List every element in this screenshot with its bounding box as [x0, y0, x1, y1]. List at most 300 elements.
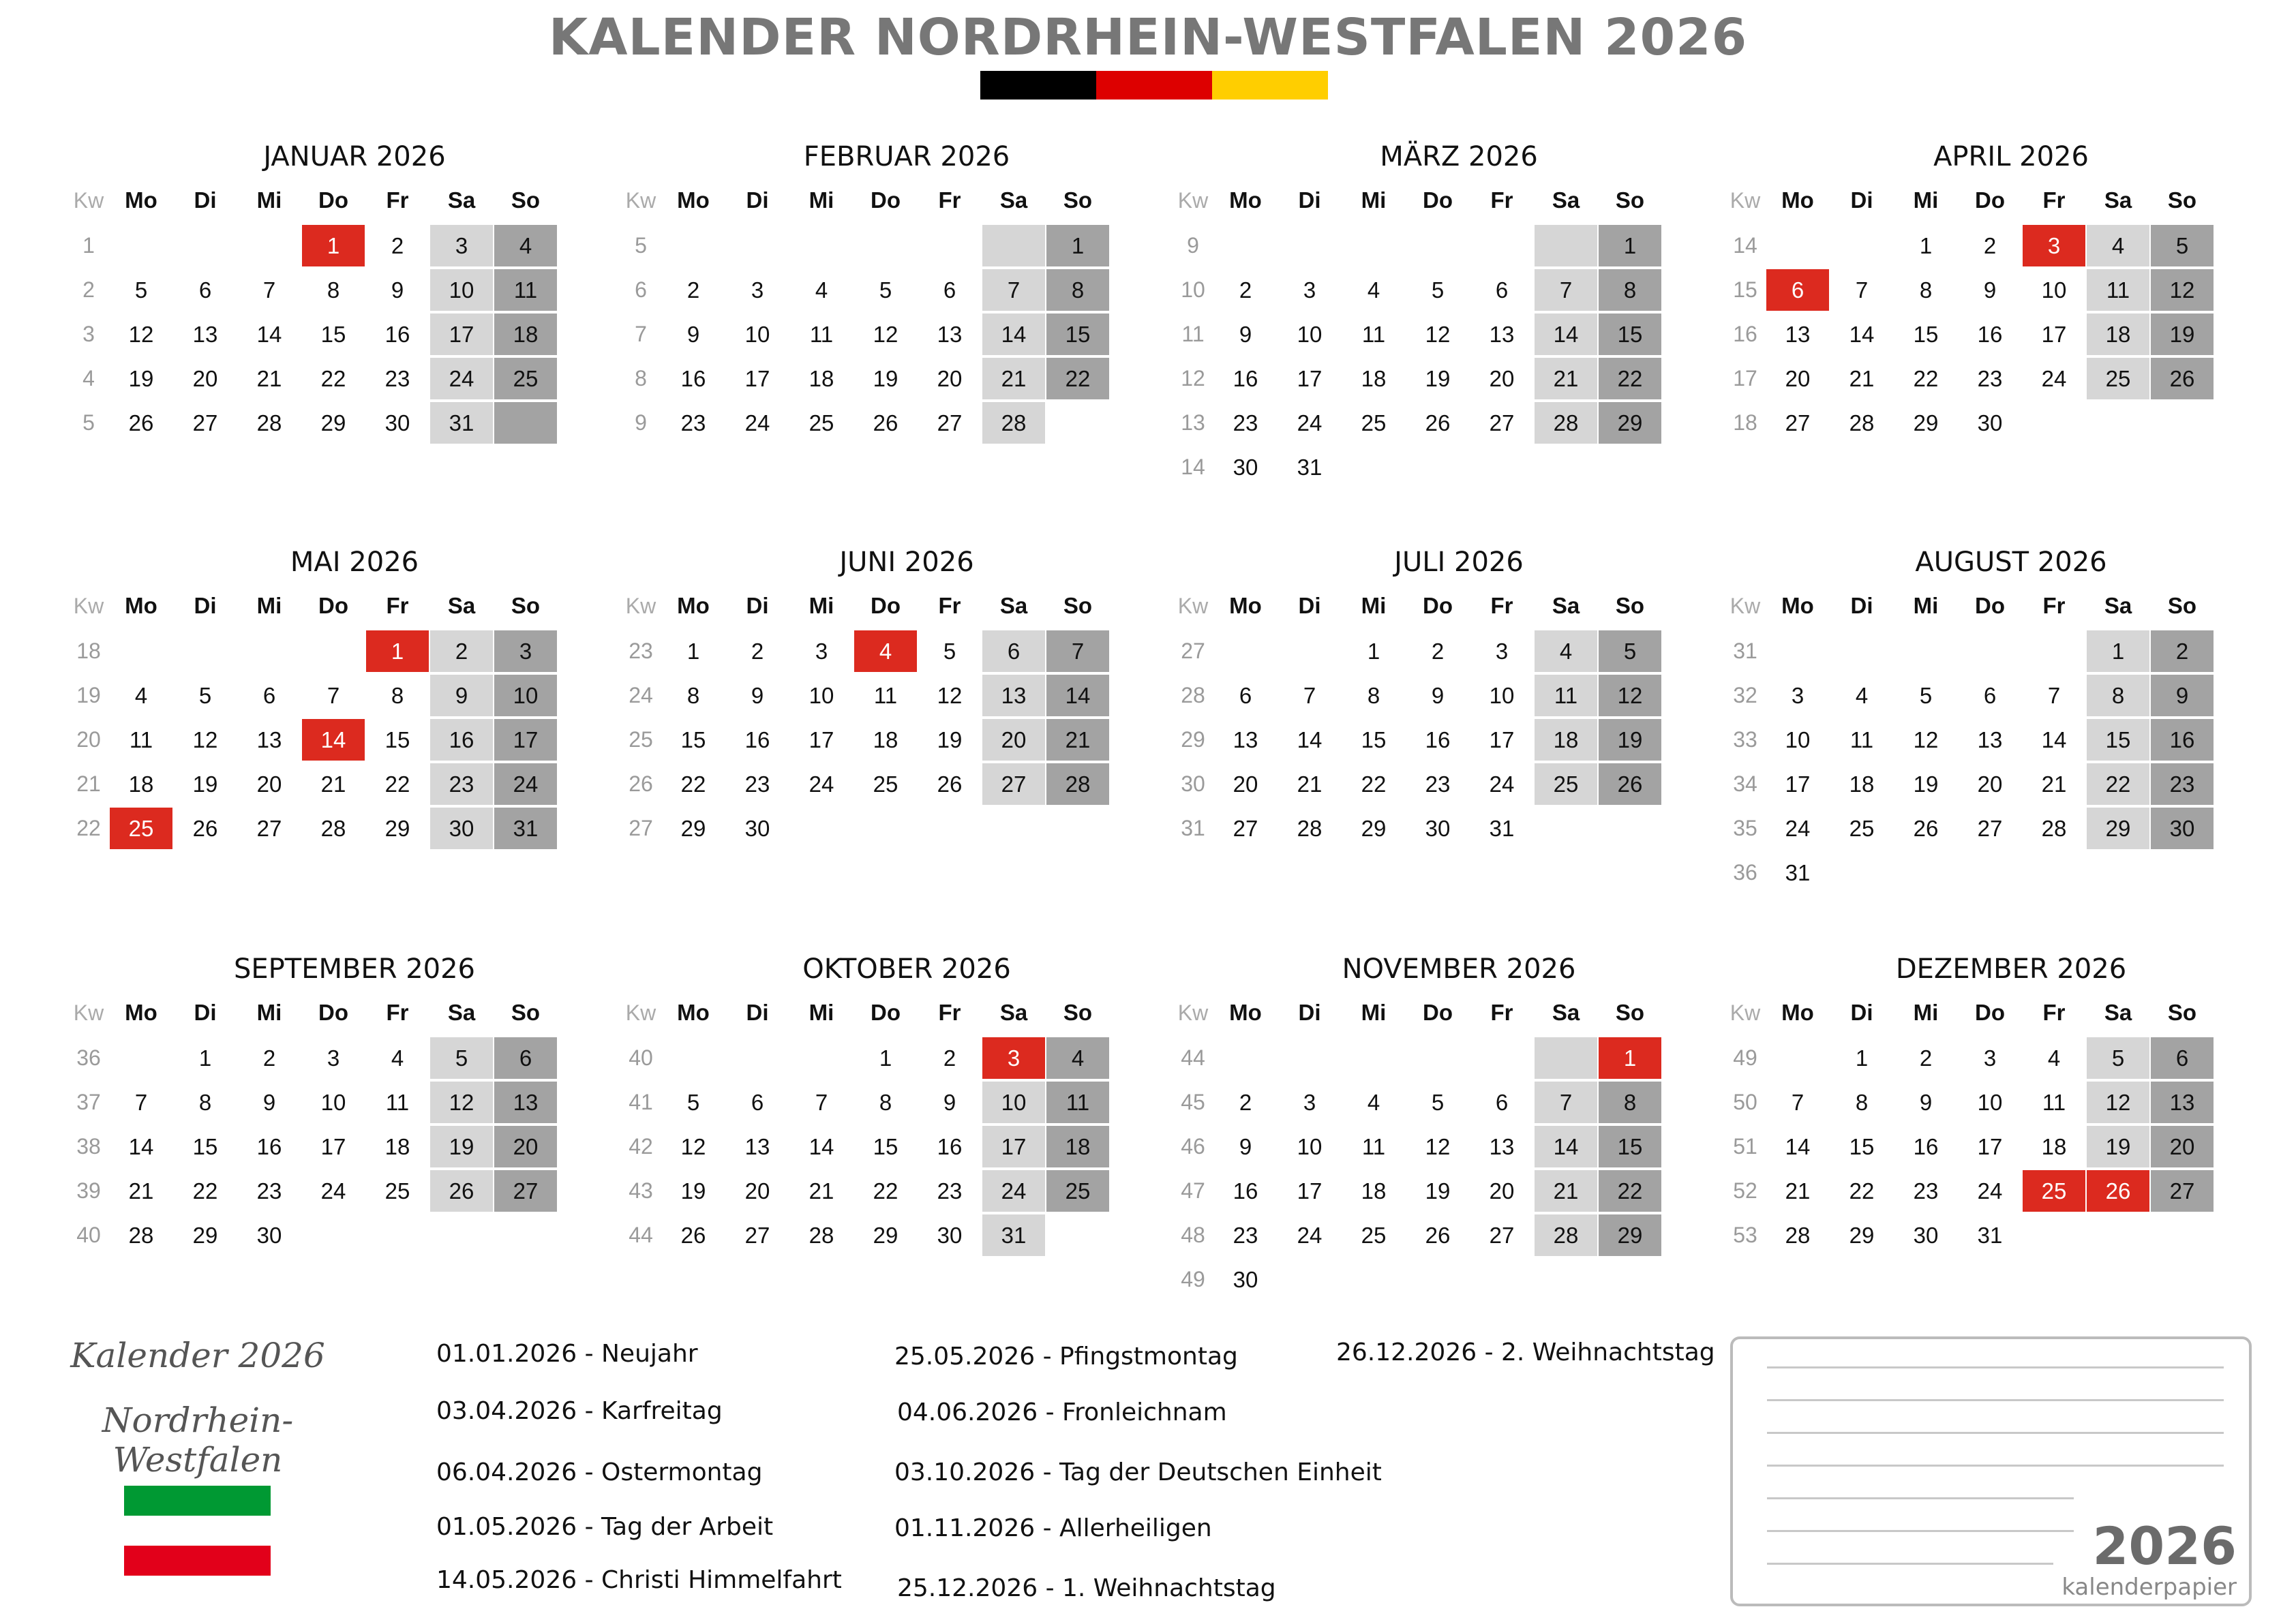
day-cell: 19 — [873, 366, 898, 391]
day-cell: 22 — [1849, 1178, 1875, 1204]
day-cell: 3 — [327, 1045, 340, 1071]
day-cell: 15 — [680, 727, 706, 752]
empty-day-cell — [790, 225, 853, 266]
weekday-header: Fr — [938, 1000, 961, 1025]
day-cell: 21 — [128, 1178, 154, 1204]
day-cell: 31 — [982, 1214, 1045, 1256]
month-grid — [68, 990, 600, 1257]
weekday-header: Mo — [1781, 187, 1814, 213]
empty-day-cell — [726, 1037, 789, 1079]
day-cell: 2 — [1239, 277, 1252, 303]
empty-day-cell — [1535, 808, 1597, 849]
day-cell: 28 — [1535, 1214, 1597, 1256]
day-cell: 11 — [129, 727, 153, 752]
week-number: 6 — [635, 277, 647, 302]
day-cell: 18 — [2087, 313, 2149, 355]
day-cell: 30 — [1233, 1267, 1258, 1292]
day-cell: 26 — [192, 816, 218, 841]
day-cell: 19 — [2151, 313, 2214, 355]
day-cell: 11 — [1361, 322, 1386, 347]
day-cell: 21 — [1535, 1170, 1597, 1212]
weekday-header: Sa — [447, 187, 476, 213]
weekday-header: Do — [1423, 1000, 1453, 1025]
week-number: 5 — [635, 233, 647, 258]
day-cell: 10 — [1785, 727, 1811, 752]
day-cell: 5 — [1431, 277, 1445, 303]
day-cell: 4 — [134, 683, 148, 708]
empty-day-cell — [1599, 808, 1661, 849]
day-cell: 4 — [1046, 1037, 1109, 1079]
day-cell: 14 — [1046, 675, 1109, 716]
empty-day-cell — [918, 808, 981, 849]
day-cell: 22 — [680, 771, 706, 797]
day-cell: 15 — [1046, 313, 1109, 355]
weekday-header: Mo — [1229, 593, 1262, 618]
day-cell: 9 — [1983, 277, 1997, 303]
day-cell: 16 — [1233, 366, 1258, 391]
day-cell: 17 — [1977, 1134, 2003, 1159]
day-cell: 27 — [1977, 816, 2003, 841]
day-cell: 28 — [1849, 410, 1875, 435]
week-number: 51 — [1733, 1134, 1757, 1159]
weekday-header: Fr — [386, 593, 409, 618]
note-line — [1767, 1563, 2053, 1565]
day-cell: 4 — [494, 225, 557, 266]
day-cell: 19 — [128, 366, 154, 391]
day-cell: 30 — [430, 808, 493, 849]
day-cell: 8 — [1599, 269, 1661, 311]
weekday-header: Fr — [386, 1000, 409, 1025]
week-number: 18 — [76, 639, 101, 663]
empty-day-cell — [174, 630, 237, 672]
day-cell: 26 — [680, 1223, 706, 1248]
day-cell: 16 — [680, 366, 706, 391]
day-cell: 20 — [494, 1126, 557, 1167]
day-cell: 26 — [1425, 410, 1451, 435]
day-cell: 8 — [686, 683, 700, 708]
day-cell: 24 — [320, 1178, 346, 1204]
day-cell: 10 — [1297, 1134, 1323, 1159]
day-cell: 27 — [256, 816, 282, 841]
day-cell: 20 — [937, 366, 963, 391]
note-line — [1767, 1366, 2224, 1368]
week-number: 31 — [1181, 816, 1205, 840]
day-cell: 13 — [982, 675, 1045, 716]
week-number: 31 — [1733, 639, 1757, 663]
day-cell: 26 — [2151, 358, 2214, 399]
holiday-list-item: 04.06.2026 - Fronleichnam — [897, 1398, 1227, 1426]
weekday-header: Di — [746, 1000, 769, 1025]
day-cell: 13 — [2151, 1082, 2214, 1123]
day-cell: 26 — [128, 410, 154, 435]
day-cell: 25 — [494, 358, 557, 399]
day-cell: 26 — [1913, 816, 1939, 841]
day-cell: 28 — [809, 1223, 834, 1248]
empty-day-cell — [2023, 402, 2085, 444]
week-number: 50 — [1733, 1090, 1757, 1114]
day-cell: 28 — [2041, 816, 2067, 841]
empty-day-cell — [982, 808, 1045, 849]
day-cell: 19 — [2087, 1126, 2149, 1167]
day-cell: 8 — [1919, 277, 1933, 303]
day-cell: 30 — [1977, 410, 2003, 435]
day-cell: 10 — [809, 683, 834, 708]
day-cell: 9 — [686, 322, 700, 347]
day-cell: 8 — [1046, 269, 1109, 311]
empty-day-cell — [1470, 225, 1533, 266]
empty-day-cell — [1959, 630, 2021, 672]
month-title: FEBRUAR 2026 — [803, 141, 1010, 172]
day-cell: 21 — [1849, 366, 1875, 391]
day-cell: 16 — [2151, 719, 2214, 761]
day-cell: 19 — [430, 1126, 493, 1167]
week-number-header: Kw — [1729, 594, 1761, 618]
holiday-day-cell: 6 — [1766, 269, 1829, 311]
day-cell: 28 — [982, 402, 1045, 444]
holiday-list-item: 25.12.2026 - 1. Weihnachtstag — [897, 1574, 1276, 1602]
empty-day-cell — [1278, 225, 1341, 266]
empty-day-cell — [1046, 402, 1109, 444]
week-number: 4 — [82, 366, 95, 391]
day-cell: 18 — [2041, 1134, 2067, 1159]
day-cell: 30 — [256, 1223, 282, 1248]
day-cell: 7 — [1535, 269, 1597, 311]
day-cell: 19 — [937, 727, 963, 752]
empty-day-cell — [2151, 402, 2214, 444]
empty-day-cell — [1278, 1259, 1341, 1300]
day-cell: 19 — [1599, 719, 1661, 761]
weekday-header: So — [1063, 593, 1093, 618]
day-cell: 29 — [2087, 808, 2149, 849]
month-grid — [1725, 583, 2256, 895]
day-cell: 17 — [982, 1126, 1045, 1167]
weekday-header: Di — [746, 187, 769, 213]
month-calendar — [1173, 542, 1704, 851]
month-grid — [1173, 990, 1704, 1302]
page-title: KALENDER NORDRHEIN-WESTFALEN 2026 — [548, 8, 1748, 67]
month-title: MAI 2026 — [290, 547, 419, 578]
day-cell: 2 — [1239, 1090, 1252, 1115]
day-cell: 26 — [1425, 1223, 1451, 1248]
empty-day-cell — [1470, 446, 1533, 488]
day-cell: 1 — [1046, 225, 1109, 266]
day-cell: 14 — [809, 1134, 834, 1159]
month-grid — [68, 177, 600, 445]
day-cell: 12 — [430, 1082, 493, 1123]
day-cell: 6 — [1495, 277, 1509, 303]
day-cell: 4 — [2087, 225, 2149, 266]
week-number: 48 — [1181, 1223, 1205, 1247]
day-cell: 20 — [1977, 771, 2003, 797]
weekday-header: Di — [1298, 593, 1321, 618]
week-number: 9 — [1187, 233, 1199, 258]
weekday-header: Di — [746, 593, 769, 618]
nrw-flag-red-stripe — [124, 1546, 271, 1576]
day-cell: 10 — [494, 675, 557, 716]
day-cell: 27 — [1233, 816, 1258, 841]
day-cell: 16 — [384, 322, 410, 347]
day-cell: 5 — [1919, 683, 1933, 708]
day-cell: 7 — [134, 1090, 148, 1115]
day-cell: 25 — [873, 771, 898, 797]
day-cell: 13 — [1489, 1134, 1515, 1159]
day-cell: 21 — [1785, 1178, 1811, 1204]
day-cell: 17 — [1489, 727, 1515, 752]
day-cell: 30 — [1913, 1223, 1939, 1248]
weekday-header: Fr — [1490, 593, 1513, 618]
day-cell: 7 — [1791, 1090, 1804, 1115]
empty-day-cell — [1894, 852, 1957, 893]
weekday-header: Mi — [809, 1000, 834, 1025]
weekday-header: Mi — [1913, 593, 1939, 618]
weekday-header: Mi — [1361, 593, 1387, 618]
day-cell: 14 — [128, 1134, 154, 1159]
day-cell: 24 — [1489, 771, 1515, 797]
weekday-header: Sa — [1552, 1000, 1580, 1025]
day-cell: 30 — [744, 816, 770, 841]
empty-day-cell — [662, 1037, 725, 1079]
day-cell: 27 — [937, 410, 963, 435]
day-cell: 30 — [2151, 808, 2214, 849]
day-cell: 22 — [192, 1178, 218, 1204]
month-calendar — [1173, 949, 1704, 1302]
day-cell: 8 — [1855, 1090, 1869, 1115]
day-cell: 5 — [2151, 225, 2214, 266]
weekday-header: Mo — [1229, 1000, 1262, 1025]
day-cell: 28 — [128, 1223, 154, 1248]
week-number: 49 — [1733, 1045, 1757, 1070]
day-cell: 3 — [751, 277, 764, 303]
day-cell: 2 — [1431, 639, 1445, 664]
month-calendar — [1725, 542, 2256, 895]
day-cell: 17 — [2041, 322, 2067, 347]
day-cell: 29 — [384, 816, 410, 841]
day-cell: 22 — [384, 771, 410, 797]
weekday-header: Sa — [1552, 593, 1580, 618]
week-number: 11 — [1181, 322, 1205, 346]
empty-day-cell — [2151, 1214, 2214, 1256]
day-cell: 31 — [494, 808, 557, 849]
empty-day-cell — [790, 1037, 853, 1079]
day-cell: 14 — [1535, 1126, 1597, 1167]
holiday-day-cell: 3 — [982, 1037, 1045, 1079]
day-cell: 13 — [744, 1134, 770, 1159]
week-number: 42 — [629, 1134, 653, 1159]
day-cell: 5 — [134, 277, 148, 303]
day-cell: 11 — [1849, 727, 1874, 752]
day-cell: 22 — [873, 1178, 898, 1204]
day-cell: 9 — [1919, 1090, 1933, 1115]
weekday-header: Mi — [1913, 1000, 1939, 1025]
day-cell: 11 — [1535, 675, 1597, 716]
day-cell: 12 — [680, 1134, 706, 1159]
day-cell: 3 — [430, 225, 493, 266]
day-cell: 24 — [494, 763, 557, 805]
weekday-header: Fr — [2042, 1000, 2066, 1025]
empty-day-cell — [1830, 852, 1893, 893]
day-cell: 22 — [1361, 771, 1387, 797]
day-cell: 9 — [1239, 1134, 1252, 1159]
day-cell: 23 — [1425, 771, 1451, 797]
day-cell: 6 — [943, 277, 956, 303]
weekday-header: Do — [318, 187, 348, 213]
day-cell: 5 — [943, 639, 956, 664]
day-cell: 7 — [815, 1090, 828, 1115]
week-number: 20 — [76, 727, 101, 752]
empty-day-cell — [1470, 1259, 1533, 1300]
month-calendar — [620, 542, 1152, 851]
week-number-header: Kw — [625, 594, 656, 618]
day-cell: 13 — [256, 727, 282, 752]
empty-day-cell — [1342, 225, 1405, 266]
day-cell: 3 — [494, 630, 557, 672]
weekday-header: Do — [318, 593, 348, 618]
day-cell: 7 — [2047, 683, 2061, 708]
day-cell: 9 — [1431, 683, 1445, 708]
empty-day-cell — [1766, 1037, 1829, 1079]
month-title: JULI 2026 — [1394, 547, 1524, 578]
empty-day-cell — [174, 225, 237, 266]
empty-day-cell — [1406, 1259, 1469, 1300]
week-number: 3 — [82, 322, 95, 346]
day-cell: 10 — [744, 322, 770, 347]
day-cell: 23 — [1977, 366, 2003, 391]
week-number: 33 — [1733, 727, 1757, 752]
weekday-header: Di — [1850, 187, 1873, 213]
weekday-header: Mo — [677, 593, 710, 618]
empty-day-cell — [1830, 630, 1893, 672]
week-number: 43 — [629, 1178, 653, 1203]
day-cell: 11 — [494, 269, 557, 311]
week-number-header: Kw — [1729, 188, 1761, 213]
month-calendar — [68, 542, 600, 851]
note-line — [1767, 1497, 2074, 1499]
day-cell: 16 — [256, 1134, 282, 1159]
week-number: 40 — [629, 1045, 653, 1070]
empty-day-cell — [302, 630, 365, 672]
day-cell: 21 — [1046, 719, 1109, 761]
weekday-header: Mi — [809, 593, 834, 618]
day-cell: 23 — [744, 771, 770, 797]
day-cell: 19 — [1425, 366, 1451, 391]
month-calendar — [1725, 136, 2256, 445]
day-cell: 27 — [982, 763, 1045, 805]
weekday-header: Mi — [1361, 1000, 1387, 1025]
day-cell: 19 — [192, 771, 218, 797]
week-number-header: Kw — [1177, 188, 1209, 213]
weekday-header: Do — [1423, 187, 1453, 213]
day-cell: 29 — [680, 816, 706, 841]
weekday-header: Fr — [1490, 187, 1513, 213]
day-cell: 24 — [744, 410, 770, 435]
empty-day-cell — [238, 630, 301, 672]
holiday-day-cell: 26 — [2087, 1170, 2149, 1212]
day-cell: 23 — [1233, 1223, 1258, 1248]
day-cell: 6 — [494, 1037, 557, 1079]
weekday-header: Mo — [125, 1000, 157, 1025]
weekday-header: Mo — [677, 1000, 710, 1025]
weekday-header: Mo — [1781, 593, 1814, 618]
day-cell: 8 — [2087, 675, 2149, 716]
weekday-header: Mo — [125, 593, 157, 618]
day-cell: 17 — [320, 1134, 346, 1159]
weekday-header: Mo — [677, 187, 710, 213]
holiday-day-cell: 14 — [302, 719, 365, 761]
week-number: 36 — [1733, 860, 1757, 885]
day-cell: 1 — [1367, 639, 1380, 664]
day-cell: 6 — [2151, 1037, 2214, 1079]
day-cell: 27 — [192, 410, 218, 435]
day-cell: 12 — [1425, 322, 1451, 347]
day-cell: 9 — [430, 675, 493, 716]
month-grid — [620, 583, 1152, 851]
day-cell: 24 — [1297, 410, 1323, 435]
week-number: 40 — [76, 1223, 101, 1247]
day-cell: 14 — [256, 322, 282, 347]
week-number: 19 — [76, 683, 101, 707]
day-cell: 3 — [1303, 1090, 1316, 1115]
day-cell: 15 — [1913, 322, 1939, 347]
day-cell: 25 — [1361, 410, 1387, 435]
weekday-header: Do — [1975, 187, 2005, 213]
day-cell: 13 — [1489, 322, 1515, 347]
empty-day-cell — [1214, 225, 1277, 266]
weekday-header: Do — [871, 1000, 901, 1025]
week-number: 18 — [1733, 410, 1757, 435]
day-cell: 5 — [1431, 1090, 1445, 1115]
holiday-day-cell: 25 — [110, 808, 172, 849]
day-cell: 20 — [2151, 1126, 2214, 1167]
day-cell: 18 — [1361, 366, 1387, 391]
day-cell: 30 — [1425, 816, 1451, 841]
week-number: 24 — [629, 683, 653, 707]
day-cell: 18 — [1849, 771, 1875, 797]
day-cell: 30 — [384, 410, 410, 435]
empty-day-cell — [494, 1214, 557, 1256]
weekday-header: So — [1615, 593, 1645, 618]
weekday-header: Di — [1298, 1000, 1321, 1025]
weekday-header: Fr — [2042, 593, 2066, 618]
empty-day-cell — [1535, 446, 1597, 488]
day-cell: 7 — [1303, 683, 1316, 708]
week-number: 27 — [1181, 639, 1205, 663]
week-number: 47 — [1181, 1178, 1205, 1203]
week-number-header: Kw — [1177, 594, 1209, 618]
month-calendar — [68, 949, 600, 1257]
day-cell: 2 — [943, 1045, 956, 1071]
week-number: 1 — [82, 233, 95, 258]
day-cell: 30 — [1233, 455, 1258, 480]
day-cell: 16 — [744, 727, 770, 752]
week-number-header: Kw — [73, 1000, 104, 1025]
day-cell: 28 — [1785, 1223, 1811, 1248]
week-number-header: Kw — [73, 594, 104, 618]
day-cell: 7 — [1855, 277, 1869, 303]
day-cell: 25 — [2087, 358, 2149, 399]
day-cell: 9 — [943, 1090, 956, 1115]
empty-day-cell — [1959, 852, 2021, 893]
day-cell: 16 — [937, 1134, 963, 1159]
week-number: 21 — [76, 771, 101, 796]
empty-day-cell — [1406, 446, 1469, 488]
week-number: 17 — [1733, 366, 1757, 391]
empty-day-cell — [1278, 630, 1341, 672]
day-cell: 10 — [1297, 322, 1323, 347]
day-cell: 19 — [680, 1178, 706, 1204]
month-calendar — [620, 136, 1152, 445]
day-cell: 22 — [1599, 1170, 1661, 1212]
flag-stripe-black — [980, 71, 1096, 100]
